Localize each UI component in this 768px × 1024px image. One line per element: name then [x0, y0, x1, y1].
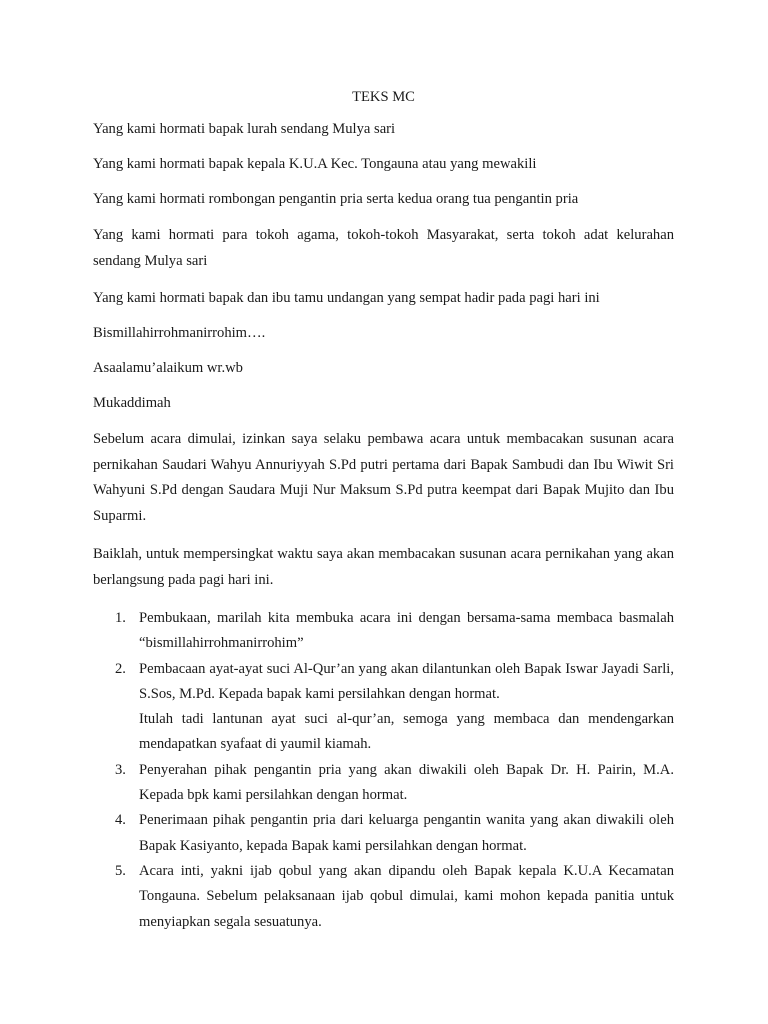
document-title: TEKS MC: [352, 89, 415, 105]
greeting-lurah: Yang kami hormati bapak lurah sendang Mulya sari: [93, 121, 396, 137]
agenda-extra-text: Itulah tadi lantunan ayat suci al-qur’an, semoga yang membaca dan mendengarkan mendapatkan syafaat di yaumil kiamah.: [139, 711, 674, 753]
agenda-number: 2.: [115, 660, 126, 677]
transition-paragraph: Baiklah, untuk mempersingkat waktu saya akan membacakan susunan acara pernikahan yang akan berlangsung pada pagi hari ini.: [93, 546, 674, 588]
intro-paragraph: Sebelum acara dimulai, izinkan saya selaku pembawa acara untuk membacakan susunan acara pernikahan Saudari Wahyu Annuriyyah S.Pd putri pertama dari Bapak Sambudi dan Ibu Wiwit Sri Wahyuni S.Pd dengan Saudara Muji Nur Maksum S.Pd putra keempat dari Bapak Mujito dan Ibu Suparmi.: [93, 431, 674, 524]
agenda-item-3: [93, 758, 674, 809]
salam-line: Asaalamu’alaikum wr.wb: [93, 360, 243, 376]
agenda-number: 5.: [115, 862, 126, 879]
basmalah-line: Bismillahirrohmanirrohim….: [93, 325, 266, 341]
agenda-item-2: [93, 657, 674, 758]
agenda-text: Penyerahan pihak pengantin pria yang akan diwakili oleh Bapak Dr. H. Pairin, M.A. Kepada bpk kami persilahkan dengan hormat.: [139, 761, 674, 804]
agenda-number: 3.: [115, 761, 126, 778]
greeting-tamu: Yang kami hormati bapak dan ibu tamu undangan yang sempat hadir pada pagi hari ini: [93, 290, 600, 306]
agenda-text: Pembukaan, marilah kita membuka acara ini dengan bersama-sama membaca basmalah “bismillahirrohmanirrohim”: [139, 610, 674, 652]
agenda-item-1: [93, 606, 674, 657]
greeting-tokoh: Yang kami hormati para tokoh agama, tokoh-tokoh Masyarakat, serta tokoh adat kelurahan sendang Mulya sari: [93, 227, 674, 269]
agenda-text: Penerimaan pihak pengantin pria dari keluarga pengantin wanita yang akan diwakili oleh Bapak Kasiyanto, kepada Bapak kami persilahkan dengan hormat.: [139, 812, 674, 854]
greeting-rombongan: Yang kami hormati rombongan pengantin pria serta kedua orang tua pengantin pria: [93, 191, 579, 207]
document-page: [93, 86, 674, 935]
agenda-text: Acara inti, yakni ijab qobul yang akan dipandu oleh Bapak kepala K.U.A Kecamatan Tongauna. Sebelum pelaksanaan ijab qobul dimulai, kami mohon kepada panitia untuk menyiapkan segala sesuatunya.: [139, 862, 674, 930]
mukaddimah-heading: Mukaddimah: [93, 395, 171, 411]
agenda-item-4: [93, 808, 674, 859]
agenda-number: 4.: [115, 812, 126, 829]
greeting-kua: Yang kami hormati bapak kepala K.U.A Kec. Tongauna atau yang mewakili: [93, 156, 537, 172]
agenda-text: Pembacaan ayat-ayat suci Al-Qur’an yang akan dilantunkan oleh Bapak Iswar Jayadi Sarli, S.Sos, M.Pd. Kepada bapak kami persilahkan dengan hormat.: [139, 660, 674, 702]
agenda-item-5: [93, 859, 674, 935]
agenda-number: 1.: [115, 610, 126, 626]
agenda-list: [93, 606, 674, 935]
